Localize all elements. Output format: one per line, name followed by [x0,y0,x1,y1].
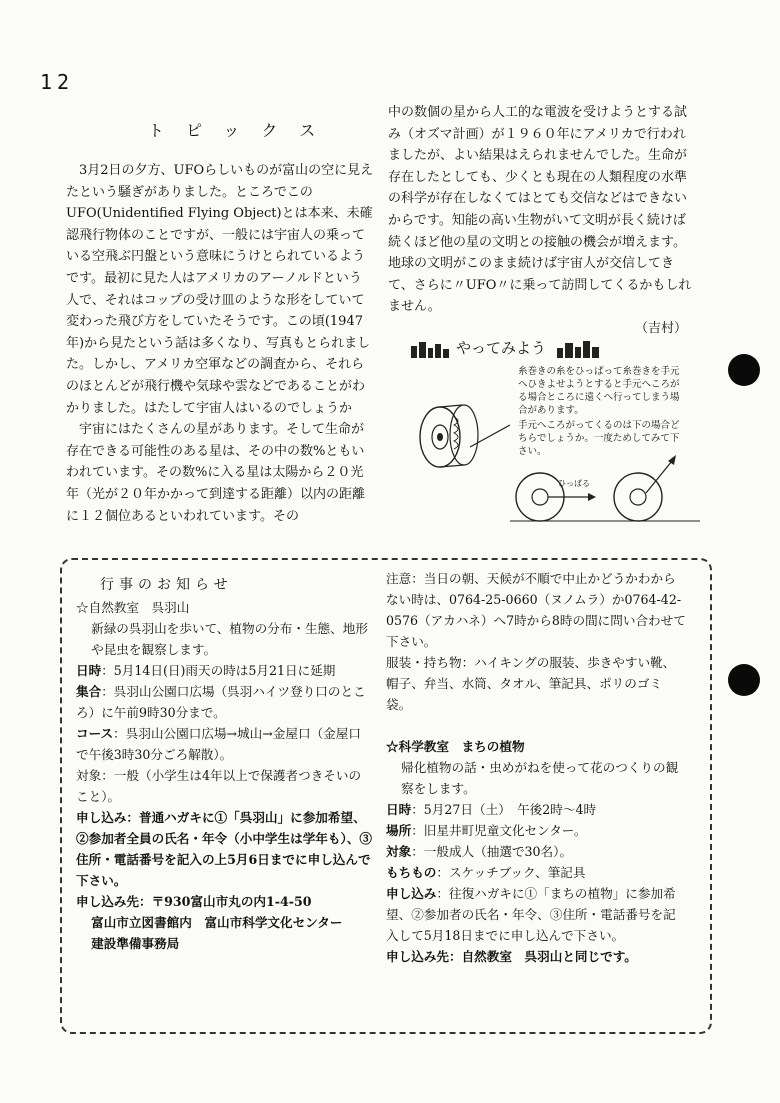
spool-drawing [410,337,710,537]
topics-paragraph-2: 宇宙にはたくさんの星があります。そして生命が存在できる可能性のある星は、その中の数%ともいわれています。その数%に入る星は太陽から２０光年（光が２０年かかって到達する距離）以内の距離に１２個位あるといわれています。その [66,422,366,524]
target-value: ：一般（小学生は4年以上で保護者つきそいのこと）。 [76,768,362,804]
topics-right-column [388,102,693,340]
meet-value: ：呉羽山公園口広場（呉羽ハイツ登り口のところ）に午前9時30分まで。 [76,684,366,720]
punch-hole-top [728,354,760,386]
activity-note-2: 手元へころがってくるのは下の場合どちらでしょうか。一度ためしてみて下さい。 [518,420,680,457]
sci-target-value: ：一般成人（抽選で30名）。 [411,844,573,859]
topics-title: トピックス [148,121,338,140]
page-number: 12 [40,70,75,94]
science-class-heading: ☆科学教室 まちの植物 [386,739,525,754]
pull-label: ひっぱる [558,479,590,488]
apply-to-line3: 建設準備事務局 [91,936,180,951]
sci-target-label: 対象 [386,844,412,859]
topics-left-column [66,160,374,527]
topics-paragraph-3: 中の数個の星から人工的な電波を受けようとする試み（オズマ計画）が１９６０年にアメリカで行われましたが、よい結果はえられませんでした。生命が存在したとしても、少くとも現在の人類程度の水準の科学が存在しなくてはとても交信などはできないからです。知能の高い生物がいて文明が長く続けば続くほど他の星の文明との接触の機会が増えます。地球の文明がこのまま続けば宇宙人が交信してきて、さらに〃UFO〃に乗って訪問してくるかもしれません。 [388,105,692,315]
apply-to-label: 申し込み先 [76,894,139,909]
course-label: コース [76,726,114,741]
clothes-value: ：ハイキングの服装、歩きやすい靴、帽子、弁当、水筒、タオル、筆記具、ポリのゴミ袋。 [386,655,676,712]
sci-apply-value: ：往復ハガキに①「まちの植物」に参加希望、②参加者の氏名・年令、③住所・電話番号を記入して5月18日までに申し込んで下さい。 [386,886,676,943]
notice-title: 行事のお知らせ [100,577,233,593]
punch-hole-bottom [728,664,760,696]
clothes-label: 服装・持ち物 [386,655,462,670]
caution-value: ：当日の朝、天候が不順で中止かどうかわからない時は、0764-25-0660（ヌノムラ）か0764-42-0576（アカハネ）へ7時から8時の間に問い合わせて下さい。 [386,571,686,649]
sci-place-value: ：旧星井町児童文化センター。 [411,823,587,838]
sci-bring-label: もちもの [386,865,437,880]
sci-bring-value: ：スケッチブック、筆記具 [436,865,586,880]
notice-right-column [386,568,686,967]
nature-class-section [76,597,372,954]
apply-value: ：普通ハガキに①「呉羽山」に参加希望、②参加者全員の氏名・年令（小中学生は学年も）、③住所・電話番号を記入の上5月6日までに申し込んで下さい。 [76,810,372,888]
course-value: ：呉羽山公園口広場→城山→金屋口（金屋口で午後3時30分ごろ解散）。 [76,726,361,762]
nature-class-desc: 新緑の呉羽山を歩いて、植物の分布・生態、地形や昆虫を観察します。 [91,621,368,657]
activity-title: やってみよう [456,339,547,357]
date-label: 日時 [76,663,102,678]
sci-apply-label: 申し込み [386,886,437,901]
sci-apply-to-value: ：自然教室 呉羽山と同じです。 [448,949,637,964]
apply-to-line2: 富山市立図書館内 富山市科学文化センター [91,915,343,930]
sci-date-label: 日時 [386,802,412,817]
meet-label: 集合 [76,684,102,699]
activity-note-1: 糸巻きの糸をひっぱって糸巻きを手元へひきよせようとすると手元へころがる場合ところに遠くへ行ってしまう場合があります。 [518,366,680,416]
activity-illustration [410,337,710,537]
target-label: 対象 [76,768,102,783]
caution-label: 注意 [386,571,412,586]
nature-class-heading: ☆自然教室 呉羽山 [76,600,190,615]
apply-label: 申し込み [76,810,127,825]
science-class-desc: 帰化植物の話・虫めがねを使って花のつくりの観察をします。 [401,760,679,796]
sci-date-value: ：5月27日（土） 午後2時〜4時 [411,802,597,817]
topics-author: （吉村） [634,320,687,336]
date-value: ：5月14日(日)雨天の時は5月21日に延期 [101,663,336,678]
topics-paragraph-1: 3月2日の夕方、UFOらしいものが富山の空に見えたという騒ぎがありました。ところでこのUFO(Unidentified Flying Object)とは本来、未確認飛行物体のことですが、一般には宇宙人の乗っている空飛ぶ円盤という意味にうけとられているようです。最初に見た人はアメリカのアーノルドという人で、それはコップの受け皿のような形をしていて変わった飛び方をしていたそうです。この頃(1947年)から見たという話は多くなり、写真もとられました。しかし、アメリカ空軍などの調査から、それらのほとんどが飛行機や気球や雲などであることがわかりました。はたして宇宙人はいるのでしょうか [66,163,374,416]
sci-apply-to-label: 申し込み先 [386,949,449,964]
apply-to-value: ：〒930富山市丸の内1-4-50 [138,894,312,909]
sci-place-label: 場所 [386,823,412,838]
